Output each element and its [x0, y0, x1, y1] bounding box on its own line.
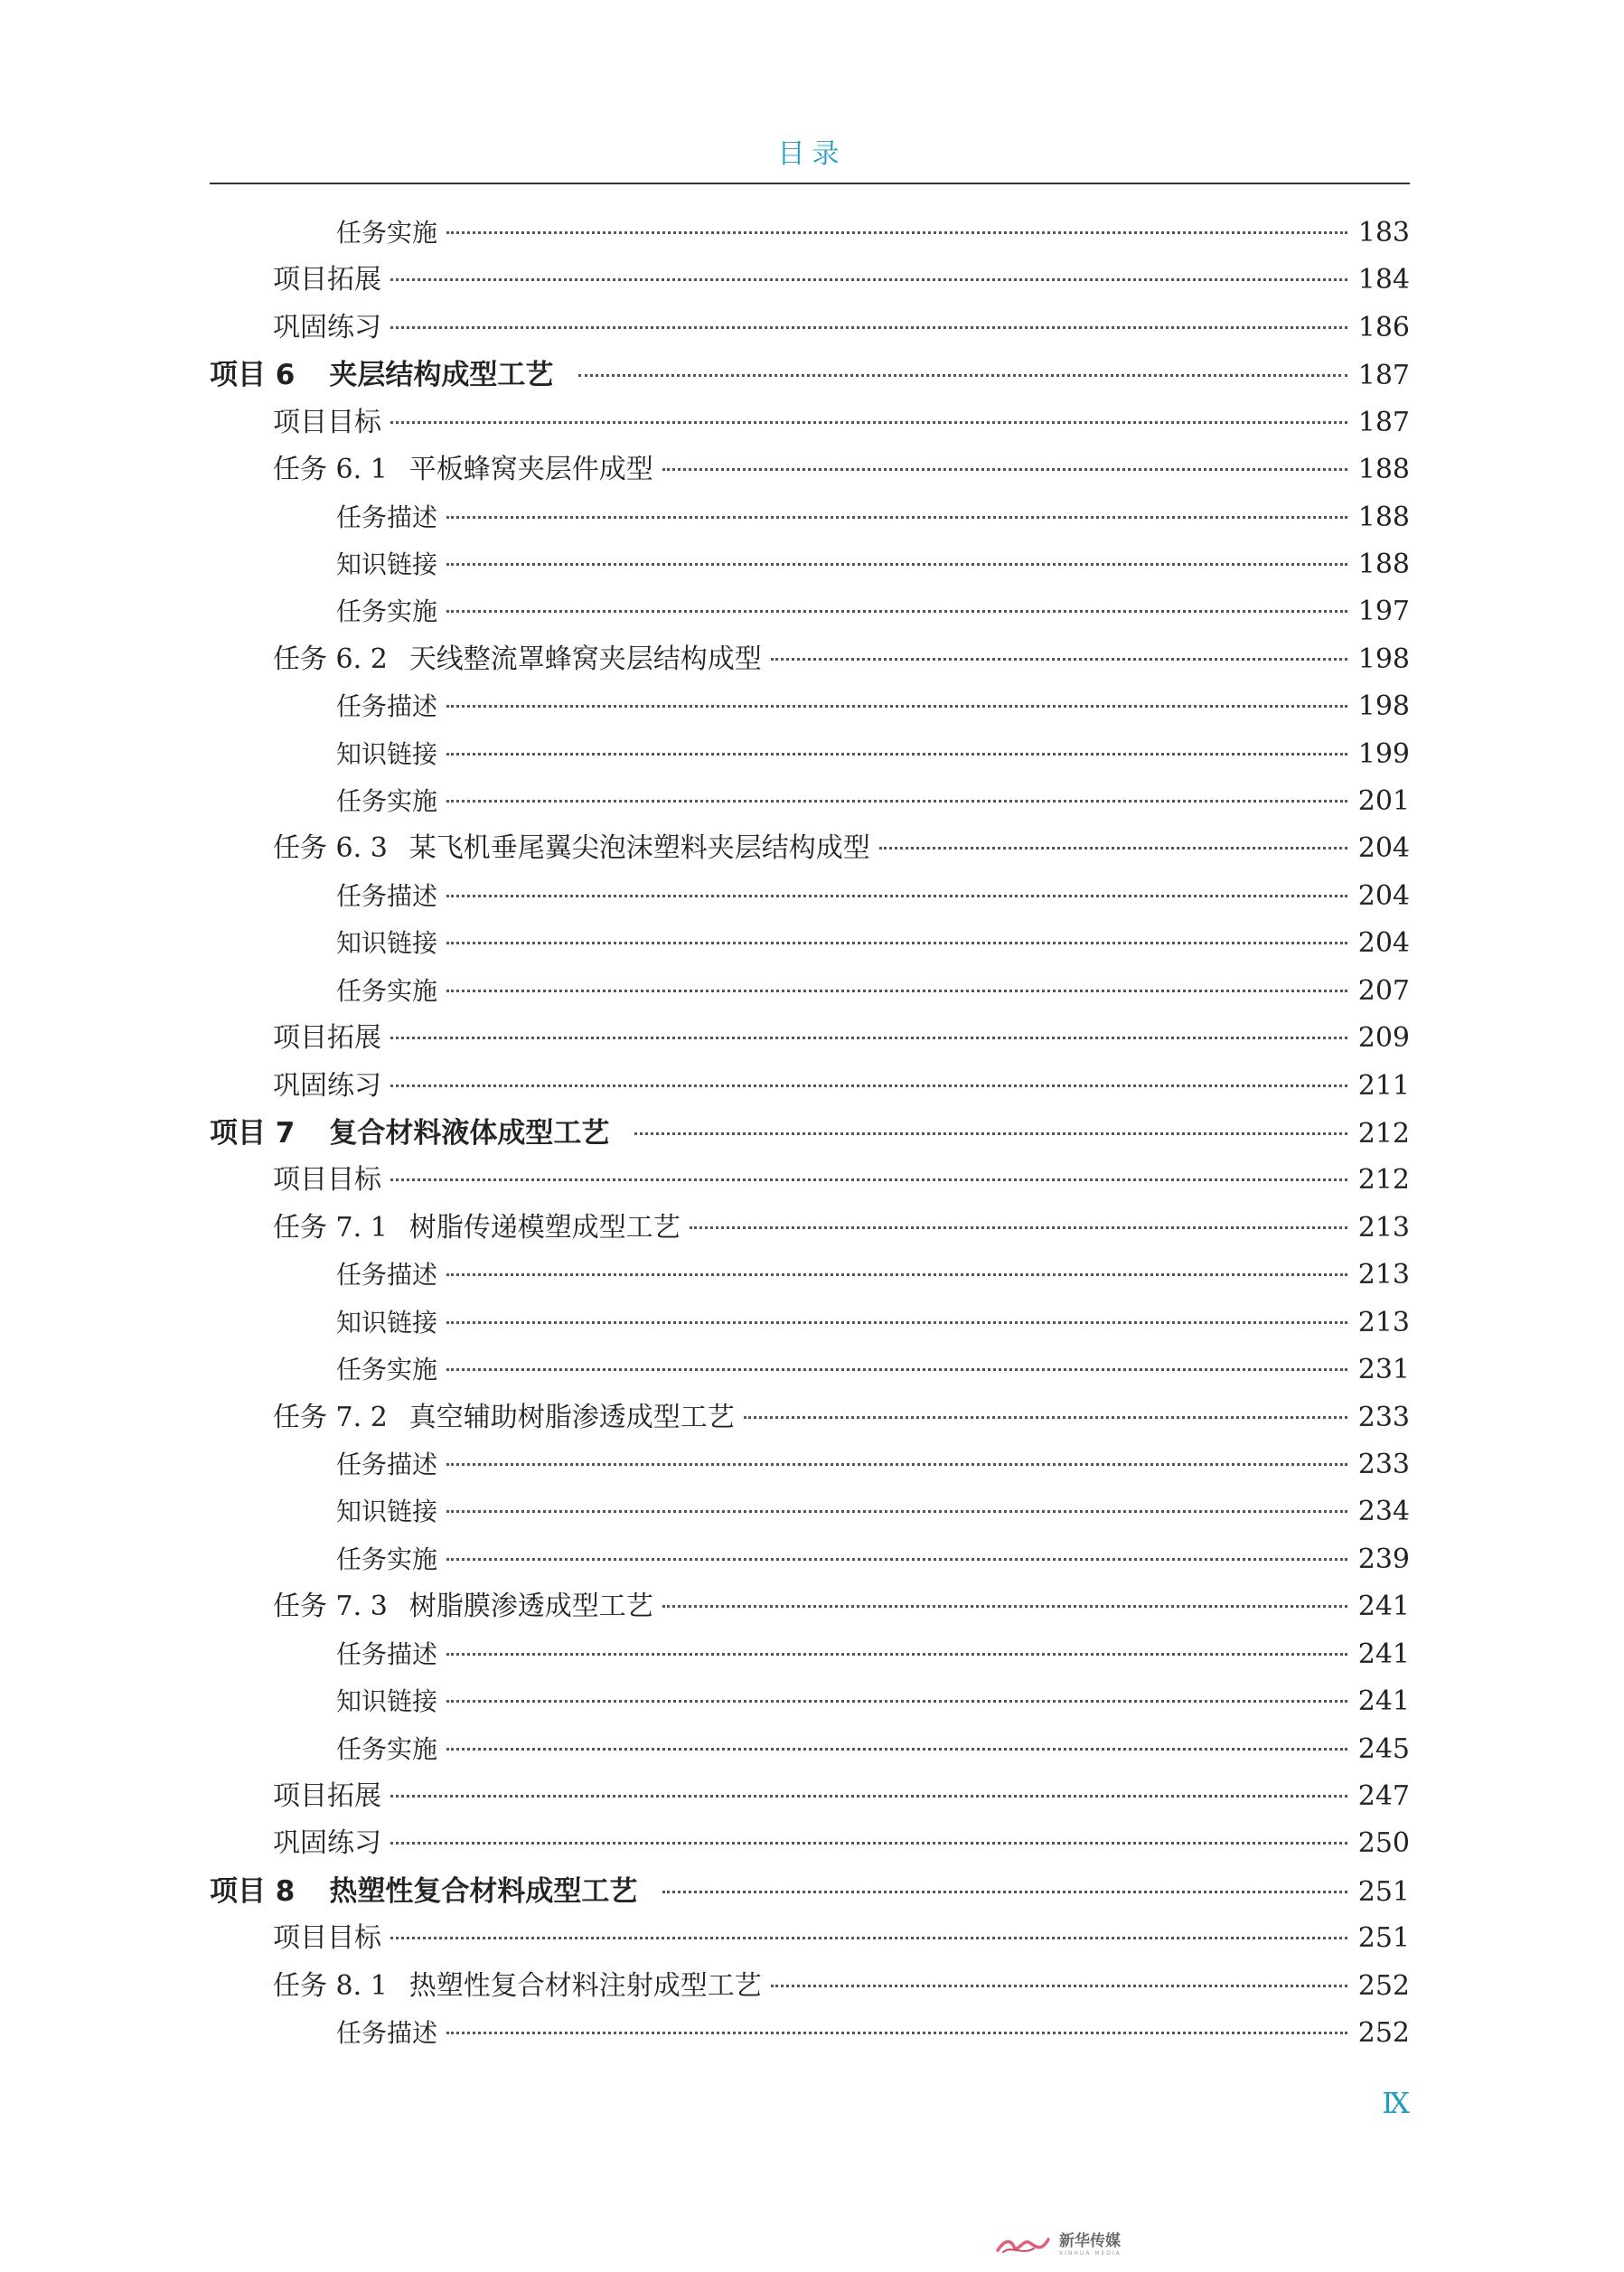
toc-dot-leader [446, 895, 1347, 897]
toc-page-number: 211 [1357, 1069, 1410, 1102]
toc-entry-label [273, 1205, 681, 1252]
toc-section-entry[interactable] [210, 1963, 1410, 2010]
toc-entry-title: 项目目标 [273, 1164, 381, 1197]
toc-entry-label [336, 1252, 437, 1299]
toc-subsection-entry[interactable] [210, 494, 1410, 541]
toc-page-number: 241 [1357, 1638, 1410, 1670]
toc-entry-number: 任务 8. 1 [273, 1969, 388, 2002]
toc-section-entry[interactable] [210, 1820, 1410, 1867]
toc-subsection-entry[interactable] [210, 1678, 1410, 1725]
toc-entry-label [336, 873, 437, 920]
toc-subsection-entry[interactable] [210, 588, 1410, 635]
toc-entry-title: 巩固练习 [273, 1827, 381, 1860]
toc-dot-leader [744, 1416, 1347, 1419]
toc-entry-title: 知识链接 [336, 1686, 438, 1717]
toc-dot-leader [390, 1842, 1347, 1845]
toc-section-entry[interactable] [210, 1205, 1410, 1252]
toc-subsection-entry[interactable] [210, 210, 1410, 257]
toc-dot-leader [446, 800, 1347, 803]
toc-entry-title: 知识链接 [336, 928, 438, 959]
toc-entry-label [336, 1300, 437, 1347]
toc-dot-leader [771, 658, 1347, 661]
toc-section-entry[interactable] [210, 257, 1410, 304]
toc-entry-title: 任务实施 [336, 1544, 438, 1574]
toc-page-number: 245 [1357, 1732, 1410, 1765]
toc-dot-leader [634, 1132, 1347, 1135]
toc-entry-label [273, 1915, 381, 1962]
toc-entry-label [336, 1441, 437, 1488]
toc-dot-leader [446, 753, 1347, 756]
toc-entry-title: 任务描述 [336, 691, 438, 722]
toc-dot-leader [662, 468, 1347, 471]
toc-entry-title: 任务实施 [336, 596, 438, 627]
toc-page-number: 241 [1357, 1685, 1410, 1718]
toc-dot-leader [662, 1605, 1347, 1608]
toc-dot-leader [446, 231, 1347, 234]
toc-entry-label [273, 399, 381, 446]
toc-dot-leader [390, 421, 1347, 424]
toc-entry-title: 树脂传递模塑成型工艺 [408, 1211, 681, 1244]
toc-page-number: 251 [1357, 1922, 1410, 1955]
toc-dot-leader [446, 1368, 1347, 1371]
toc-dot-leader [390, 1037, 1347, 1039]
toc-dot-leader [446, 1700, 1347, 1703]
toc-page-number: 197 [1357, 596, 1410, 628]
toc-entry-label [336, 1536, 437, 1583]
toc-entry-label [210, 1868, 637, 1915]
toc-section-entry[interactable] [210, 1583, 1410, 1630]
toc-entry-label [273, 1773, 381, 1820]
toc-page-number: 252 [1357, 2017, 1410, 2050]
toc-entry-label [273, 1583, 653, 1630]
toc-entry-title: 任务实施 [336, 975, 438, 1006]
toc-dot-leader [771, 1985, 1347, 1987]
toc-dot-leader [446, 516, 1347, 519]
toc-page-number: 213 [1357, 1306, 1410, 1338]
toc-page-number: 188 [1357, 501, 1410, 533]
toc-entry-title: 巩固练习 [273, 1069, 381, 1102]
toc-entry-title: 知识链接 [336, 549, 438, 579]
toc-entry-title: 项目目标 [273, 406, 381, 438]
toc-dot-leader [390, 1937, 1347, 1939]
toc-entry-label [273, 1063, 381, 1110]
toc-dot-leader [390, 1084, 1347, 1087]
toc-entry-title: 项目拓展 [273, 1022, 381, 1055]
page-header-title: 目录 [777, 138, 847, 170]
toc-page-number: 199 [1357, 737, 1410, 770]
toc-page-number: 204 [1357, 832, 1410, 865]
toc-page-number: 239 [1357, 1543, 1410, 1575]
toc-entry-title: 项目拓展 [273, 264, 381, 296]
toc-entry-number: 任务 6. 3 [273, 832, 388, 865]
toc-page-number: 186 [1357, 311, 1410, 343]
toc-dot-leader [446, 563, 1347, 566]
toc-dot-leader [578, 374, 1347, 377]
toc-dot-leader [446, 2032, 1347, 2034]
toc-page-number: 213 [1357, 1259, 1410, 1291]
toc-page-number: 251 [1357, 1875, 1410, 1908]
toc-entry-label [210, 352, 553, 399]
toc-dot-leader [390, 326, 1347, 329]
toc-entry-label [336, 1631, 437, 1678]
toc-section-entry[interactable] [210, 1915, 1410, 1962]
toc-subsection-entry[interactable] [210, 1536, 1410, 1583]
toc-dot-leader [446, 990, 1347, 992]
toc-page-number: 233 [1357, 1401, 1410, 1433]
toc-entry-label [273, 1820, 381, 1867]
toc-section-entry[interactable] [210, 399, 1410, 446]
toc-entry-number: 任务 7. 1 [273, 1211, 388, 1244]
toc-entry-label [273, 257, 381, 304]
toc-entry-title: 夹层结构成型工艺 [329, 359, 554, 392]
toc-entry-title: 知识链接 [336, 1307, 438, 1338]
toc-subsection-entry[interactable] [210, 1252, 1410, 1299]
toc-dot-leader [446, 1748, 1347, 1751]
toc-entry-title: 树脂膜渗透成型工艺 [408, 1591, 653, 1623]
toc-subsection-entry[interactable] [210, 968, 1410, 1015]
toc-page-number: 204 [1357, 879, 1410, 912]
toc-page-number: 250 [1357, 1827, 1410, 1860]
toc-entry-title: 天线整流罩蜂窝夹层结构成型 [408, 643, 762, 675]
toc-entry-title: 项目目标 [273, 1922, 381, 1955]
toc-entry-title: 任务实施 [336, 786, 438, 817]
toc-entry-title: 项目拓展 [273, 1779, 381, 1812]
toc-entry-label [336, 968, 437, 1015]
toc-page-number: 198 [1357, 643, 1410, 675]
toc-dot-leader [390, 1795, 1347, 1798]
toc-entry-number: 任务 7. 3 [273, 1591, 388, 1623]
toc-entry-label [210, 1110, 609, 1157]
toc-page-number: 198 [1357, 690, 1410, 723]
toc-entry-label [336, 778, 437, 825]
toc-page-number: 209 [1357, 1022, 1410, 1055]
toc-subsection-entry[interactable] [210, 731, 1410, 778]
toc-entry-title: 任务描述 [336, 880, 438, 911]
toc-project-entry[interactable] [210, 1110, 1410, 1157]
toc-entry-label [273, 1394, 735, 1441]
toc-subsection-entry[interactable] [210, 1631, 1410, 1678]
toc-entry-label [273, 1963, 762, 2010]
toc-entry-label [273, 1157, 381, 1204]
toc-section-entry[interactable] [210, 305, 1410, 352]
toc-entry-title: 任务描述 [336, 502, 438, 532]
header-divider [210, 183, 1410, 184]
publisher-logo [994, 2232, 1122, 2258]
toc-dot-leader [662, 1891, 1347, 1893]
toc-project-entry[interactable] [210, 352, 1410, 399]
toc-dot-leader [879, 847, 1347, 850]
toc-dot-leader [690, 1226, 1347, 1229]
toc-entry-number: 项目 6 [210, 359, 296, 392]
toc-page-number: 204 [1357, 927, 1410, 960]
toc-dot-leader [446, 1653, 1347, 1656]
toc-page-number: 207 [1357, 974, 1410, 1007]
toc-section-entry[interactable] [210, 825, 1410, 872]
toc-entry-title: 知识链接 [336, 738, 438, 769]
toc-entry-label [336, 920, 437, 967]
toc-dot-leader [446, 705, 1347, 708]
toc-entry-title: 热塑性复合材料注射成型工艺 [408, 1969, 762, 2002]
toc-entry-title: 某飞机垂尾翼尖泡沫塑料夹层结构成型 [408, 832, 870, 865]
toc-page-number: 201 [1357, 785, 1410, 818]
toc-section-entry[interactable] [210, 636, 1410, 683]
toc-entry-number: 任务 7. 2 [273, 1401, 388, 1433]
toc-page-number: 188 [1357, 548, 1410, 580]
toc-entry-title: 任务描述 [336, 1260, 438, 1291]
toc-page-number: 213 [1357, 1211, 1410, 1244]
toc-subsection-entry[interactable] [210, 1488, 1410, 1535]
toc-page-number: 231 [1357, 1354, 1410, 1386]
toc-entry-label [336, 588, 437, 635]
toc-entry-label [273, 825, 870, 872]
toc-entry-title: 巩固练习 [273, 311, 381, 343]
toc-entry-label [336, 2010, 437, 2057]
toc-page-number: 187 [1357, 406, 1410, 438]
toc-page-number: 187 [1357, 360, 1410, 392]
logo-subtext: XINHUA MEDIA [1059, 2249, 1122, 2257]
toc-page-number: 252 [1357, 1969, 1410, 2002]
toc-entry-label [336, 210, 437, 257]
toc-dot-leader [446, 1273, 1347, 1276]
toc-subsection-entry[interactable] [210, 1300, 1410, 1347]
toc-entry-label [336, 1726, 437, 1773]
toc-page-number: 233 [1357, 1448, 1410, 1480]
toc-entry-label [336, 1347, 437, 1394]
toc-entry-label [273, 305, 381, 352]
toc-entry-title: 任务实施 [336, 1733, 438, 1764]
toc-entry-title: 复合材料液体成型工艺 [329, 1117, 610, 1150]
toc-entry-title: 知识链接 [336, 1497, 438, 1527]
toc-subsection-entry[interactable] [210, 2010, 1410, 2057]
toc-entry-number: 项目 8 [210, 1874, 296, 1908]
toc-entry-label [336, 731, 437, 778]
toc-dot-leader [446, 1321, 1347, 1324]
xinhua-media-logo-icon [994, 2232, 1052, 2258]
toc-entry-number: 项目 7 [210, 1117, 296, 1150]
toc-entry-title: 任务描述 [336, 2018, 438, 2049]
toc-page-number: 241 [1357, 1591, 1410, 1623]
toc-page-number: 234 [1357, 1496, 1410, 1528]
toc-page-number: 212 [1357, 1118, 1410, 1150]
toc-entry-title: 任务实施 [336, 218, 438, 248]
toc-section-entry[interactable] [210, 1394, 1410, 1441]
toc-entry-number: 任务 6. 2 [273, 643, 388, 675]
toc-entry-title: 任务描述 [336, 1449, 438, 1479]
toc-entry-label [273, 1015, 381, 1062]
toc-page-number: 188 [1357, 454, 1410, 486]
toc-subsection-entry[interactable] [210, 1347, 1410, 1394]
toc-section-entry[interactable] [210, 1157, 1410, 1204]
toc-subsection-entry[interactable] [210, 873, 1410, 920]
toc-section-entry[interactable] [210, 446, 1410, 493]
toc-entry-label [273, 636, 762, 683]
toc-dot-leader [390, 1178, 1347, 1181]
toc-dot-leader [446, 610, 1347, 613]
toc-entry-title: 热塑性复合材料成型工艺 [329, 1874, 638, 1908]
toc-subsection-entry[interactable] [210, 778, 1410, 825]
logo-text: 新华传媒 [1059, 2231, 1121, 2250]
toc-section-entry[interactable] [210, 1773, 1410, 1820]
toc-project-entry[interactable] [210, 1868, 1410, 1915]
toc-entry-label [336, 1488, 437, 1535]
toc-entry-label [336, 683, 437, 730]
toc-dot-leader [446, 1558, 1347, 1561]
toc-page-number: 247 [1357, 1779, 1410, 1812]
toc-subsection-entry[interactable] [210, 1726, 1410, 1773]
toc-section-entry[interactable] [210, 1015, 1410, 1062]
toc-entry-title: 真空辅助树脂渗透成型工艺 [408, 1401, 735, 1433]
table-of-contents [210, 210, 1410, 2057]
toc-dot-leader [446, 942, 1347, 944]
toc-page-number: 183 [1357, 217, 1410, 249]
toc-section-entry[interactable] [210, 1063, 1410, 1110]
toc-entry-title: 任务描述 [336, 1638, 438, 1669]
toc-page-number: 184 [1357, 264, 1410, 296]
toc-dot-leader [446, 1510, 1347, 1513]
toc-entry-title: 平板蜂窝夹层件成型 [408, 454, 653, 486]
toc-dot-leader [390, 278, 1347, 281]
toc-dot-leader [446, 1463, 1347, 1466]
toc-entry-label [336, 494, 437, 541]
toc-entry-label [336, 541, 437, 588]
toc-subsection-entry[interactable] [210, 683, 1410, 730]
toc-page-number: 212 [1357, 1164, 1410, 1197]
toc-entry-number: 任务 6. 1 [273, 454, 388, 486]
toc-subsection-entry[interactable] [210, 541, 1410, 588]
toc-entry-title: 任务实施 [336, 1355, 438, 1385]
toc-subsection-entry[interactable] [210, 920, 1410, 967]
toc-subsection-entry[interactable] [210, 1441, 1410, 1488]
toc-entry-label [273, 446, 653, 493]
page-number: Ⅸ [1382, 2086, 1410, 2120]
toc-entry-label [336, 1678, 437, 1725]
